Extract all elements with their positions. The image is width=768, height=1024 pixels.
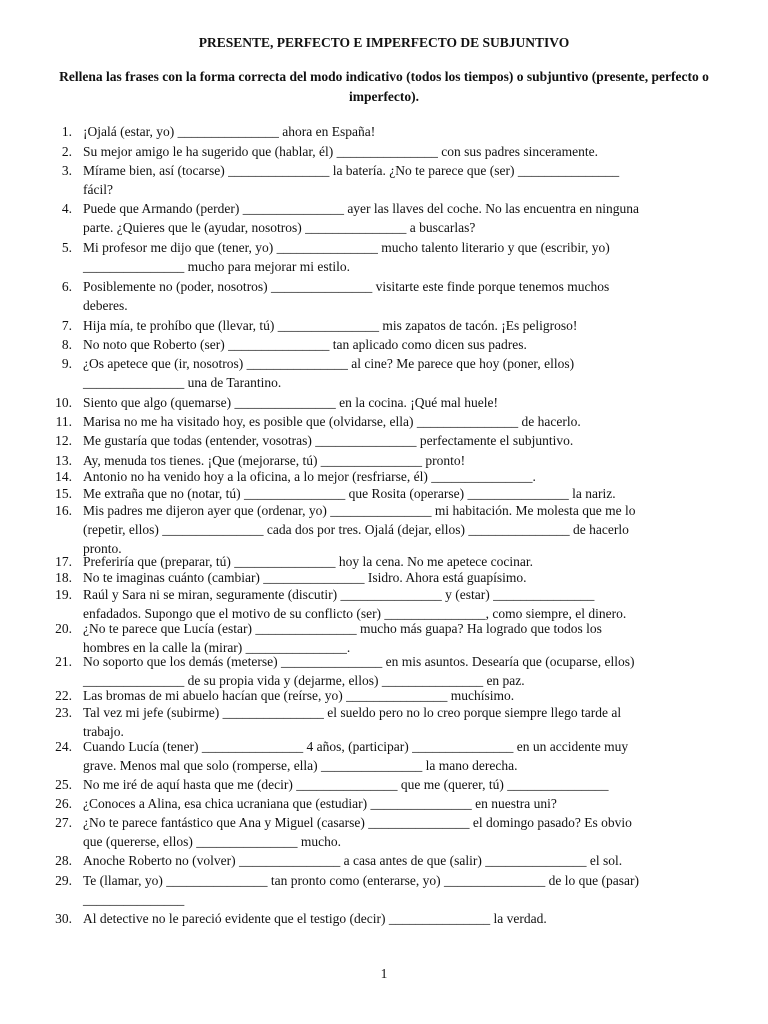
instructions: Rellena las frases con la forma correcta del modo indicativo (todos los tiempos) o subjuntivo (presente, perfecto o imperfecto).: [59, 69, 709, 104]
item-text: Las bromas de mi abuelo hacían que (reírse, yo) _______________ muchísimo.: [83, 688, 515, 703]
item-text: Al detective no le pareció evidente que el testigo (decir) _______________ la verdad.: [83, 911, 547, 926]
item-number: 16.: [55, 503, 72, 518]
item-text: Su mejor amigo le ha sugerido que (hablar, él) _______________ con sus padres sinceramente.: [83, 144, 598, 159]
item-number: 25.: [55, 777, 72, 792]
item-text: Te (llamar, yo) _______________ tan pronto como (enterarse, yo) _______________ de lo que (pasar) _______________: [83, 873, 639, 907]
item-number: 15.: [55, 486, 72, 501]
item-text: Hija mía, te prohíbo que (llevar, tú) _______________ mis zapatos de tacón. ¡Es peligroso!: [83, 318, 578, 333]
item-text: Raúl y Sara ni se miran, seguramente (discutir) _______________ y (estar) _______________ enfadados. Supongo que el motivo de su conflicto (ser) _______________, como siempre, el dinero.: [83, 587, 627, 621]
item-text: Marisa no me ha visitado hoy, es posible que (olvidarse, ella) _______________ de hacerlo.: [83, 414, 581, 429]
item-number: 4.: [61, 201, 72, 216]
item-text: ¿Os apetece que (ir, nosotros) _______________ al cine? Me parece que hoy (poner, ellos) _______________ una de Tarantino.: [83, 356, 575, 390]
item-text: Siento que algo (quemarse) _______________ en la cocina. ¡Qué mal huele!: [83, 395, 498, 410]
item-number: 22.: [55, 688, 72, 703]
item-text: Me extraña que no (notar, tú) _______________ que Rosita (operarse) _______________ la nariz.: [83, 486, 616, 501]
item-text: Tal vez mi jefe (subirme) _______________ el sueldo pero no lo creo porque siempre llego tarde al trabajo.: [83, 705, 622, 739]
item-text: Anoche Roberto no (volver) _______________ a casa antes de que (salir) _______________ el sol.: [83, 853, 623, 868]
item-text: ¡Ojalá (estar, yo) _______________ ahora en España!: [83, 124, 376, 139]
item-number: 1.: [61, 124, 72, 139]
item-number: 26.: [55, 796, 72, 811]
item-text: Antonio no ha venido hoy a la oficina, a lo mejor (resfriarse, él) _______________.: [83, 469, 536, 484]
item-number: 9.: [61, 356, 72, 371]
item-text: Mi profesor me dijo que (tener, yo) _______________ mucho talento literario y que (escribir, yo) _______________ mucho para mejorar mi estilo.: [83, 240, 610, 274]
item-number: 19.: [55, 587, 72, 602]
item-number: 28.: [55, 853, 72, 868]
item-text: No soporto que los demás (meterse) _______________ en mis asuntos. Desearía que (ocuparse, ellos) _______________ de su propia vida y (dejarme, ellos) _______________ en paz.: [83, 654, 635, 688]
item-text: Me gustaría que todas (entender, vosotras) _______________ perfectamente el subjuntivo.: [83, 433, 574, 448]
item-number: 10.: [55, 395, 72, 410]
item-number: 17.: [55, 554, 72, 569]
item-number: 18.: [55, 570, 72, 585]
item-text: ¿No te parece que Lucía (estar) _______________ mucho más guapa? Ha logrado que todos los hombres en la calle la (mirar) _______________.: [83, 621, 602, 655]
item-number: 24.: [55, 739, 72, 754]
item-text: Mírame bien, así (tocarse) _______________ la batería. ¿No te parece que (ser) _______________ fácil?: [83, 163, 620, 197]
item-number: 11.: [55, 414, 72, 429]
page-title: PRESENTE, PERFECTO E IMPERFECTO DE SUBJUNTIVO: [198, 35, 570, 50]
item-text: ¿Conoces a Alina, esa chica ucraniana que (estudiar) _______________ en nuestra uni?: [83, 796, 557, 811]
item-text: Ay, menuda tos tienes. ¡Que (mejorarse, tú) _______________ pronto!: [83, 453, 466, 468]
item-number: 7.: [61, 318, 72, 333]
item-number: 21.: [55, 654, 72, 669]
item-text: Preferiría que (preparar, tú) _______________ hoy la cena. No me apetece cocinar.: [83, 554, 534, 569]
item-number: 27.: [55, 815, 72, 830]
item-number: 14.: [55, 469, 72, 484]
item-text: No te imaginas cuánto (cambiar) _______________ Isidro. Ahora está guapísimo.: [83, 570, 527, 585]
page-number: 1: [380, 966, 388, 981]
item-number: 3.: [61, 163, 72, 178]
item-number: 30.: [55, 911, 72, 926]
item-text: Posiblemente no (poder, nosotros) _______________ visitarte este finde porque tenemos muchos deberes.: [83, 279, 610, 313]
item-text: No noto que Roberto (ser) _______________ tan aplicado como dicen sus padres.: [83, 337, 527, 352]
item-number: 5.: [61, 240, 72, 255]
item-text: No me iré de aquí hasta que me (decir) _______________ que me (querer, tú) _______________: [83, 777, 609, 792]
item-text: Puede que Armando (perder) _______________ ayer las llaves del coche. No las encuentra en ninguna parte. ¿Quieres que le (ayudar, nosotros) _______________ a buscarlas?: [83, 201, 639, 235]
item-number: 8.: [61, 337, 72, 352]
item-number: 29.: [55, 873, 72, 888]
item-text: ¿No te parece fantástico que Ana y Miguel (casarse) _______________ el domingo pasado? Es obvio que (quererse, ellos) _______________ mucho.: [83, 815, 632, 849]
item-number: 6.: [61, 279, 72, 294]
item-number: 23.: [55, 705, 72, 720]
item-number: 20.: [55, 621, 72, 636]
item-number: 13.: [55, 453, 72, 468]
item-number: 2.: [61, 144, 72, 159]
item-number: 12.: [55, 433, 72, 448]
item-text: Mis padres me dijeron ayer que (ordenar, yo) _______________ mi habitación. Me molesta que me lo (repetir, ellos) _______________ cada dos por tres. Ojalá (dejar, ellos) _______________ de hacerlo pronto.: [83, 503, 636, 556]
item-text: Cuando Lucía (tener) _______________ 4 años, (participar) _______________ en un accidente muy grave. Menos mal que solo (romperse, ella) _______________ la mano derecha.: [83, 739, 629, 773]
